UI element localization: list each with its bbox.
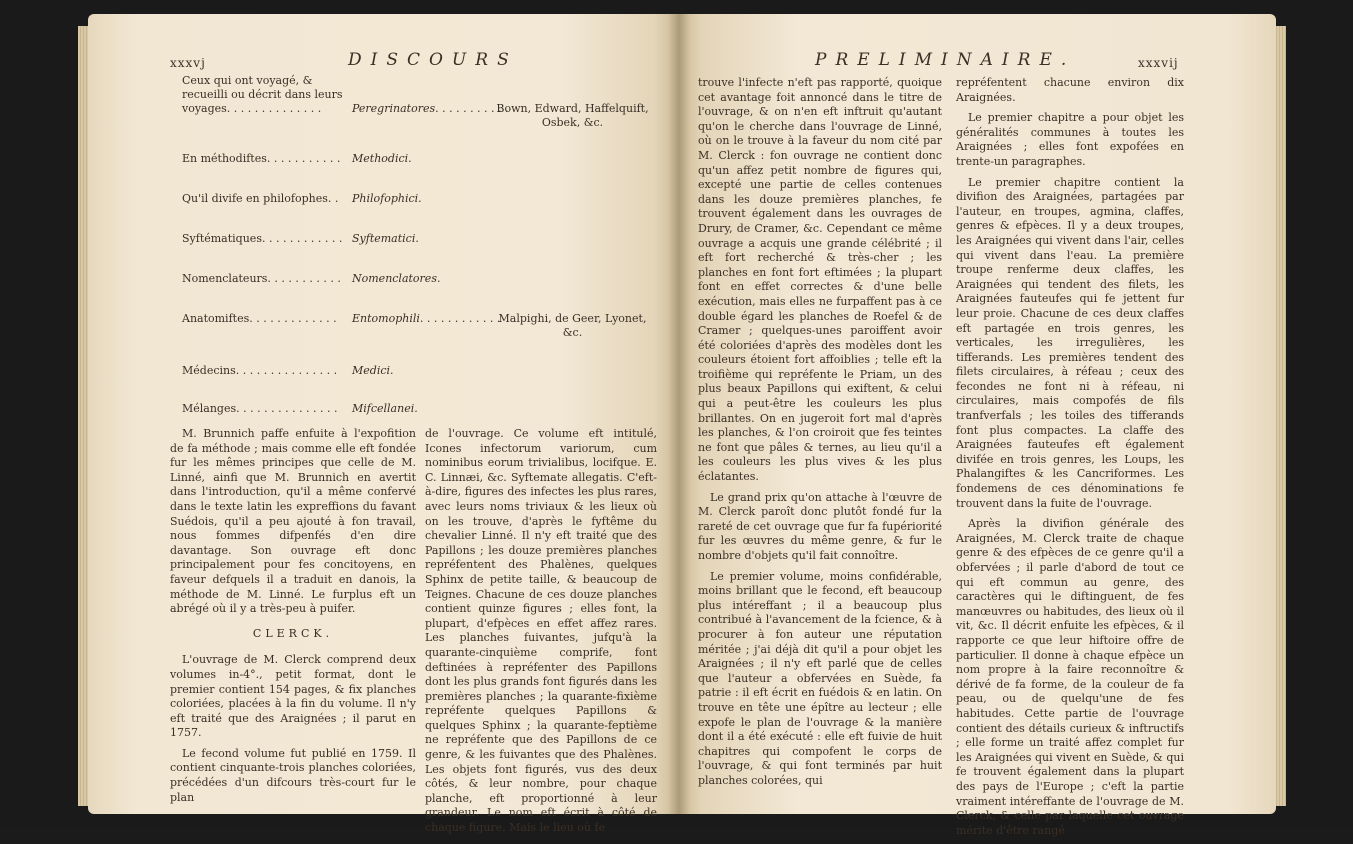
book-gutter [668,14,690,814]
right-running-head: PRELIMINAIRE. [815,50,1076,70]
list-latin: Methodici. [352,152,412,165]
left-page-number: xxxvj [170,56,206,70]
list-term: En méthodiftes. . . . . . . . . . . [182,152,341,165]
list-names: Bown, Edward, Haffelquift, Osbek, &c. [496,102,649,129]
list-latin: Syftematici. [352,232,419,245]
list-latin: Entomophili. . . . . . . . . . . . [352,312,501,325]
list-names: Malpighi, de Geer, Lyonet, &c. [498,312,647,339]
paragraph: trouve l'infecte n'eft pas rapporté, quoique cet avantage foit annoncé dans le titre de l'ouvrage, & on n'en eft inftruit qu'autant qu'on le cherche dans l'ouvrage de Linné, où on le trouve à la faveur du nom cité par M. Clerck : fon ouvrage ne contient donc qu'un affez petit nombre de figures qui, excepté une partie de celles contenues dans les douze premières planches, fe trouvent également dans les ouvrages de Drury, de Cramer, &c. Cependant ce même ouvrage a acquis une grande célébrité ; il eft fort recherché & très-cher ; les planches en font fort eftimées ; la plupart font en effet correctes & d'une belle exécution, mais elles ne furpaffent pas à ce double égard les planches de Roefel & de Cramer ; quelques-unes paroiffent avoir été coloriées d'après des modèles dont les couleurs étoient fort affoiblies ; telle eft la troifième qui repréfente le Priam, un des plus beaux Papillons qui exiftent, & celui qui a peut-être les couleurs les plus brillantes. On en jugeroit fort mal d'après les planches, & l'on croiroit que fes teintes ne font que pâles & ternes, au lieu qu'il a les couleurs les plus vives & les plus éclatantes. [698,76,942,484]
list-latin: Nomenclatores. [352,272,441,285]
right-column-1 [698,76,942,795]
right-page-number: xxxvij [1138,56,1179,70]
paragraph: Le fecond volume fut publié en 1759. Il contient cinquante-trois planches coloriées, précédées d'un difcours très-court fur le plan [170,746,416,804]
paragraph: M. Brunnich paffe enfuite à l'expofition de fa méthode ; mais comme elle eft fondée fur les mêmes principes que celle de M. Linné, ainfi que M. Brunnich en avertit dans l'introduction, qu'il a même confervé dans le texte latin les expreffions du favant Suédois, qu'il a peu ajouté à fon travail, nous fommes difpenfés d'en dire davantage. Son ouvrage eft donc principalement pour fes concitoyens, en faveur defquels il a traduit en danois, la méthode de M. Linné. Le furplus eft un abrégé où il y a très-peu à puifer. [170,427,416,616]
list-latin: Peregrinatores. . . . . . . . . . . [352,102,509,115]
section-heading: CLERCK. [252,626,334,640]
list-latin: Medici. [352,364,394,377]
paragraph: Le premier chapitre contient la divifion des Araignées, partagées par l'auteur, en troupes, agmina, claffes, genres & efpèces. Il y a deux troupes, les Araignées qui vivent dans l'air, celles qui vivent dans l'eau. La première troupe renferme deux claffes, les Araignées qui tendent des filets, les Araignées fauteufes qui fe jettent fur leur proie. Chacune de ces deux claffes eft partagée en trois genres, les verticales, les irregulières, les tifferands. Les premières tendent des filets circulaires, à réfeau ; ceux des fecondes ne font ni à réfeau, ni circulaires, mais compofés de fils tranfverfals ; les toiles des tifferands font plus compactes. La claffe des Araignées fauteufes eft également divifée en trois genres, les Loups, les Phalangiftes & les Cancriformes. Les fondemens de ces dénominations fe trouvent dans la fuite de l'ouvrage. [956,175,1184,510]
list-latin: Philofophici. [352,192,422,205]
paragraph: repréfentent chacune environ dix Araignées. [956,76,1184,104]
list-term: Ceux qui ont voyagé, & recueilli ou décrit dans leurs voyages. . . . . . . . . . . . . . [182,74,343,115]
list-item [182,312,752,342]
list-item [182,74,752,129]
list-term: Syftématiques. . . . . . . . . . . . [182,232,343,245]
left-running-head: DISCOURS [348,50,518,70]
paragraph: de l'ouvrage. Ce volume eft intitulé, Icones infectorum variorum, cum nominibus eorum trivialibus, locifque. E. C. Linnæi, &c. Syftemate allegatis. C'eft-à-dire, figures des infectes les plus rares, avec leurs noms triviaux & les lieux où on les trouve, d'après le fyftême du chevalier Linné. Il n'y eft traité que des Papillons ; les douze premières planches repréfentent des Phalènes, quelques Sphinx de petite taille, & beaucoup de Teignes. Chacune de ces douze planches contient quinze figures ; elles font, la plupart, d'efpèces en effet affez rares. Les planches fuivantes, jufqu'à la quarante-cinquième comprife, font deftinées à repréfenter des Papillons dont les plus grands font figurés dans les premières planches ; la quarante-fixième repréfente quelques Papillons & quelques Sphinx ; la quarante-feptième ne repréfente que des Papillons de ce genre, & les fuivantes que des Phalènes. Les objets font figurés, vus des deux côtés, & leur nombre, pour chaque planche, eft proportionné à leur grandeur. Le nom eft écrit à côté de chaque figure. Mais le lieu où fe [425,427,657,835]
left-column-1 [170,427,416,811]
list-latin: Mifcellanei. [352,402,418,415]
paragraph: L'ouvrage de M. Clerck comprend deux volumes in-4°., petit format, dont le premier contient 154 pages, & fix planches coloriées, placées à la fin du volume. Il n'y eft traité que des Araignées ; il parut en 1757. [170,653,416,740]
list-term: Mélanges. . . . . . . . . . . . . . . [182,402,338,415]
paragraph: Le premier volume, moins confidérable, moins brillant que le fecond, eft beaucoup plus intéreffant ; il a beaucoup plus contribué à l'avancement de la fcience, & à procurer à fon auteur une réputation méritée ; j'ai déjà dit qu'il a pour objet les Araignées ; il n'y eft parlé que de celles que l'auteur a obfervées en Suède, fa patrie : il eft écrit en fuédois & en latin. On trouve en tête une épître au lecteur ; elle expofe le plan de l'ouvrage & la manière dont il a été exécuté : elle eft fuivie de huit chapitres qui compofent le corps de l'ouvrage, & qui font terminés par huit planches colorées, qui [698,569,942,787]
list-term: Nomenclateurs. . . . . . . . . . . [182,272,341,285]
list-term: Anatomiftes. . . . . . . . . . . . . [182,312,337,325]
paragraph: Après la divifion générale des Araignées, M. Clerck traite de chaque genre & des efpèces de ce genre qu'il a obfervées ; il parle d'abord de tout ce qui eft commun au genre, des caractères qui le diftinguent, de fes manœuvres ou habitudes, des lieux où il vit, &c. Il décrit enfuite les efpèces, & il rapporte ce que leur hiftoire offre de particulier. Il donne à chaque efpèce un nom propre à la faire reconnoître & dérivé de fa forme, de la couleur de fa peau, ou de quelqu'une de fes habitudes. Cette partie de l'ouvrage contient des détails curieux & inftructifs ; elle forme un traité affez complet fur les Araignées qui vivent en Suède, & qui fe trouvent également dans la plupart des pays de l'Europe ; c'eft la partie vraiment intéreffante de l'ouvrage de M. Clerck, & celle par laquelle cet ouvrage mérite d'être rangé [956,517,1184,837]
paragraph: Le premier chapitre a pour objet les généralités communes à toutes les Araignées ; elles font expofées en trente-un paragraphes. [956,111,1184,168]
list-term: Médecins. . . . . . . . . . . . . . . [182,364,338,377]
left-column-2 [425,427,657,842]
paragraph: Le grand prix qu'on attache à l'œuvre de M. Clerck paroît donc plutôt fondé fur la rareté de cet ouvrage que fur fa fupériorité fur les œuvres du même genre, & fur le nombre d'objets qu'il fait connoître. [698,490,942,562]
right-column-2 [956,76,1184,844]
list-term: Qu'il divife en philofophes. . [182,192,339,205]
